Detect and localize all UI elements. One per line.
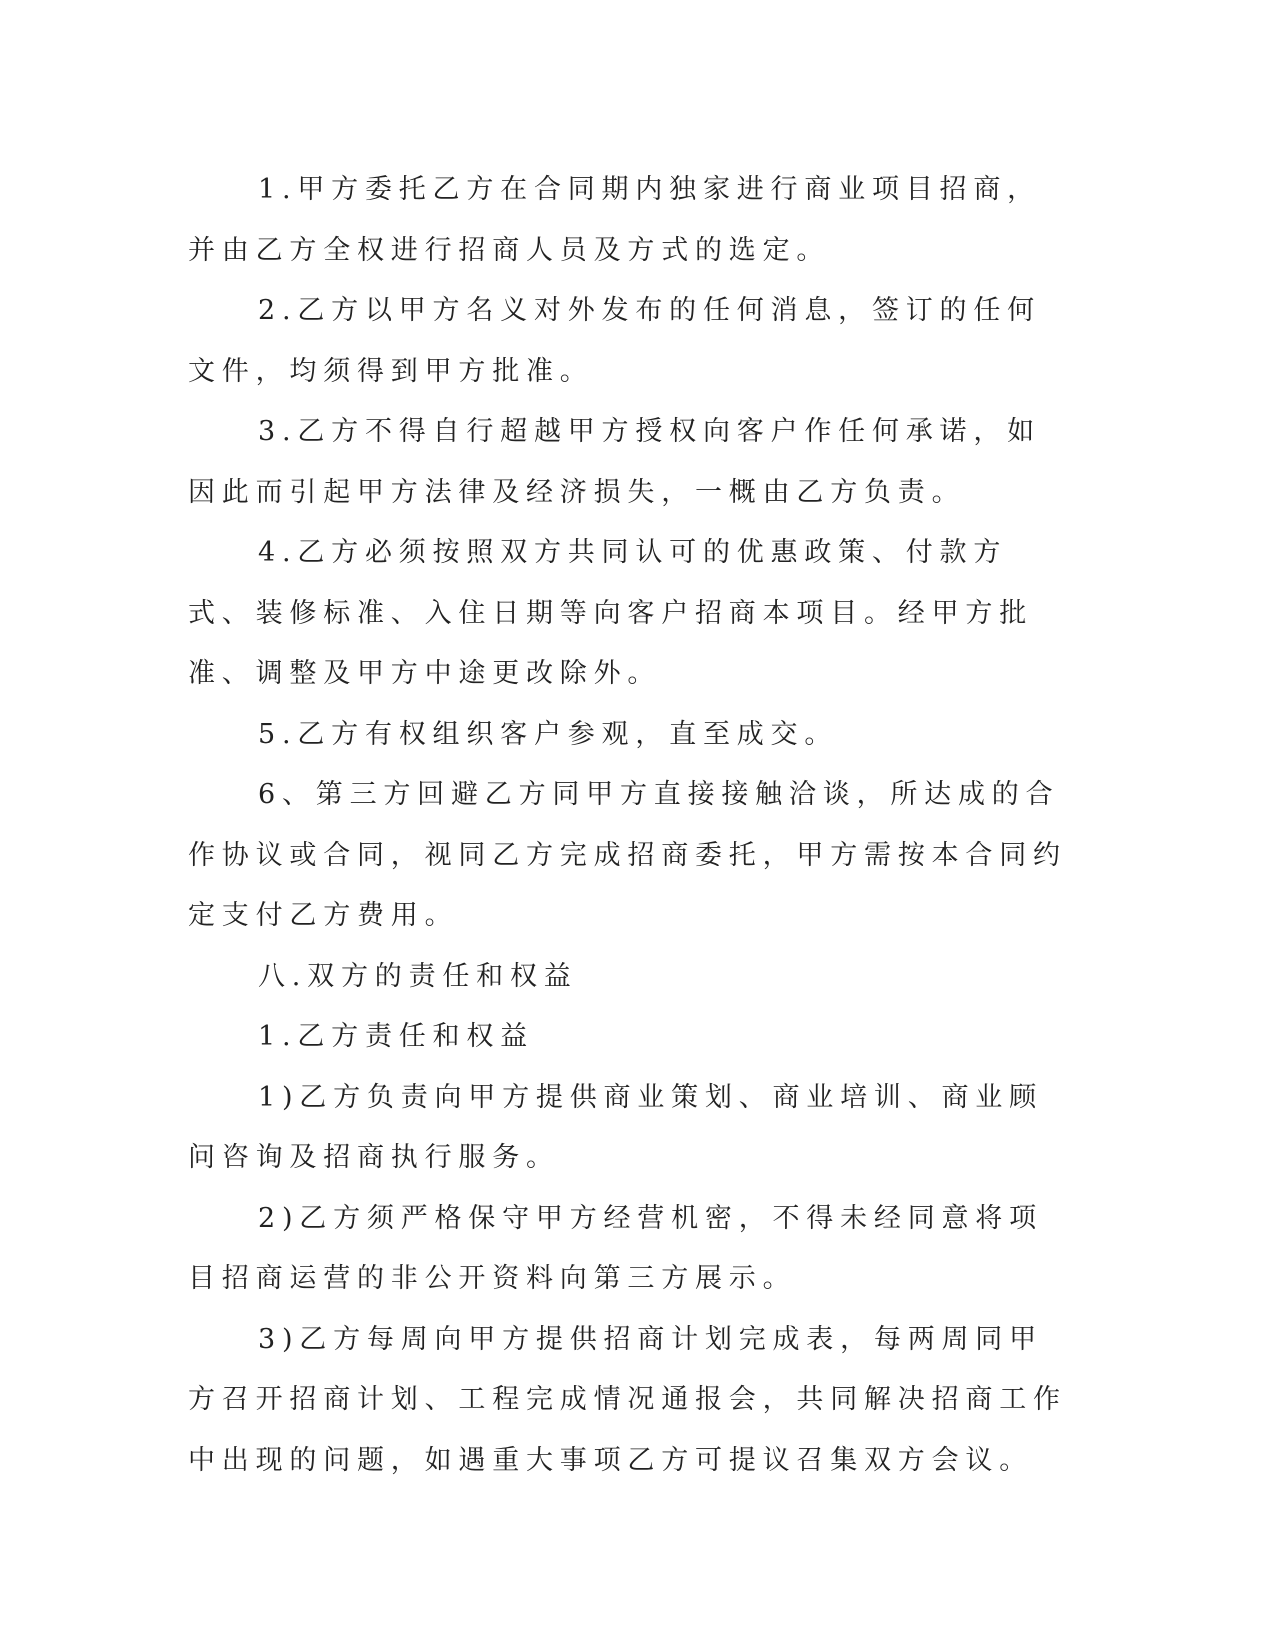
subsection-heading-party-b: 1.乙方责任和权益: [258, 1021, 534, 1052]
document-body: [188, 160, 1068, 1491]
item-2-confidentiality: 2)乙方须严格保守甲方经营机密，不得未经同意将项目招商运营的非公开资料向第三方展示。: [188, 1202, 1043, 1294]
section-heading-responsibilities: 八.双方的责任和权益: [258, 960, 578, 992]
clause-2-publication-approval: 2.乙方以甲方名义对外发布的任何消息，签订的任何文件，均须得到甲方批准。: [188, 295, 1041, 387]
clause-3-no-unauthorized-promise: 3.乙方不得自行超越甲方授权向客户作任何承诺，如因此而引起甲方法律及经济损失，一概由乙方负责。: [188, 416, 1041, 508]
clause-4-agreed-policies: 4.乙方必须按照双方共同认可的优惠政策、付款方式、装修标准、入住日期等向客户招商本项目。经甲方批准、调整及甲方中途更改除外。: [188, 537, 1033, 689]
clause-6-third-party-avoidance: 6、第三方回避乙方同甲方直接接触洽谈，所达成的合作协议或合同，视同乙方完成招商委托，甲方需按本合同约定支付乙方费用。: [188, 779, 1067, 931]
clause-1-exclusive-agency: 1.甲方委托乙方在合同期内独家进行商业项目招商，并由乙方全权进行招商人员及方式的选定。: [188, 174, 1041, 266]
item-1-services: 1)乙方负责向甲方提供商业策划、商业培训、商业顾问咨询及招商执行服务。: [188, 1081, 1043, 1173]
item-3-weekly-reports: 3)乙方每周向甲方提供招商计划完成表，每两周同甲方召开招商计划、工程完成情况通报会，共同解决招商工作中出现的问题，如遇重大事项乙方可提议召集双方会议。: [188, 1323, 1067, 1476]
clause-5-client-visits: 5.乙方有权组织客户参观，直至成交。: [258, 718, 839, 750]
